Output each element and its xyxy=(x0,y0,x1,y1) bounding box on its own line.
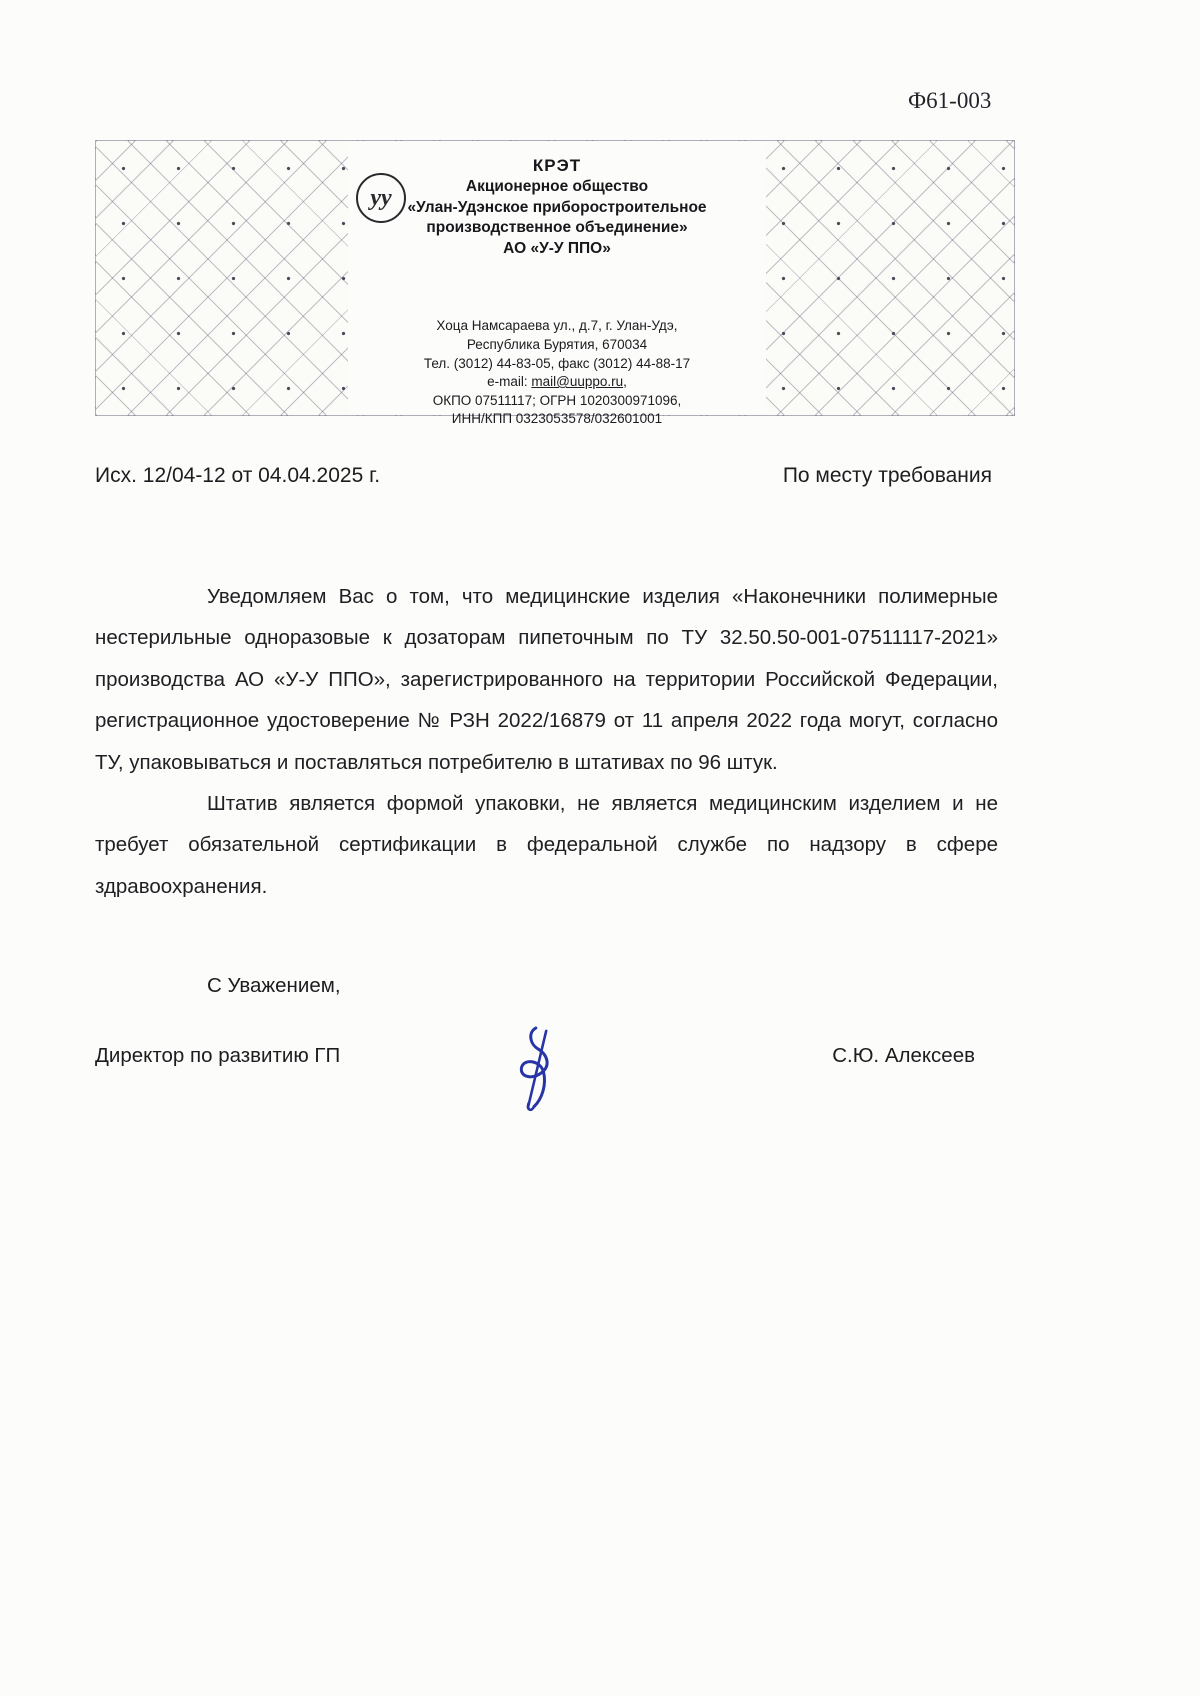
org-line: АО «У-У ППО» xyxy=(503,239,611,257)
letter-body xyxy=(95,576,998,907)
inn-line: ИНН/КПП 0323053578/032601001 xyxy=(451,411,663,427)
body-paragraph-2: Штатив является формой упаковки, не является медицинским изделием и не требует обязательной сертификации в федеральной службе по надзору в сфере здравоохранения. xyxy=(95,792,998,898)
signer-name: С.Ю. Алексеев xyxy=(832,1044,975,1067)
body-paragraph-1: Уведомляем Вас о том, что медицинские изделия «Наконечники полимерные нестерильные одноразовые к дозаторам пипеточным по ТУ 32.50.50-001-07511117-2021» производства АО «У-У ППО», зарегистрированного на территории Российской Федерации, регистрационное удостоверение № РЗН 2022/16879 от 11 апреля 2022 года могут, согласно ТУ, упаковываться и поставляться потребителю в штативах по 96 штук. xyxy=(95,585,998,774)
reference-row xyxy=(95,464,992,488)
brand-name: КРЭТ xyxy=(532,156,582,175)
form-code: Ф61-003 xyxy=(908,88,992,113)
contact-block xyxy=(424,317,690,429)
email-tail: , xyxy=(623,374,627,390)
handwritten-signature xyxy=(495,1018,580,1117)
addressee: По месту требования xyxy=(782,464,992,487)
okpo-line: ОКПО 07511117; ОГРН 1020300971096, xyxy=(432,392,682,408)
company-logo-icon: уу xyxy=(356,173,406,223)
email-label: e-mail: xyxy=(487,374,532,390)
signer-title: Директор по развитию ГП xyxy=(95,1044,341,1067)
org-line: Акционерное общество xyxy=(465,178,649,196)
address-line: Хоца Намсараева ул., д.7, г. Улан-Удэ, xyxy=(436,318,678,334)
email-line xyxy=(424,373,690,392)
email-link[interactable]: mail@uuppo.ru xyxy=(531,374,624,390)
closing-phrase: С Уважением, xyxy=(207,974,341,997)
letterhead-band xyxy=(95,140,1015,427)
org-line: «Улан-Удэнское приборостроительное xyxy=(407,198,707,216)
letterhead-center xyxy=(348,141,766,427)
org-line: производственное объединение» xyxy=(426,219,688,237)
phone-line: Тел. (3012) 44-83-05, факс (3012) 44-88-17 xyxy=(423,355,691,371)
outgoing-number: Исх. 12/04-12 от 04.04.2025 г. xyxy=(95,464,381,487)
address-line: Республика Бурятия, 670034 xyxy=(466,336,648,352)
